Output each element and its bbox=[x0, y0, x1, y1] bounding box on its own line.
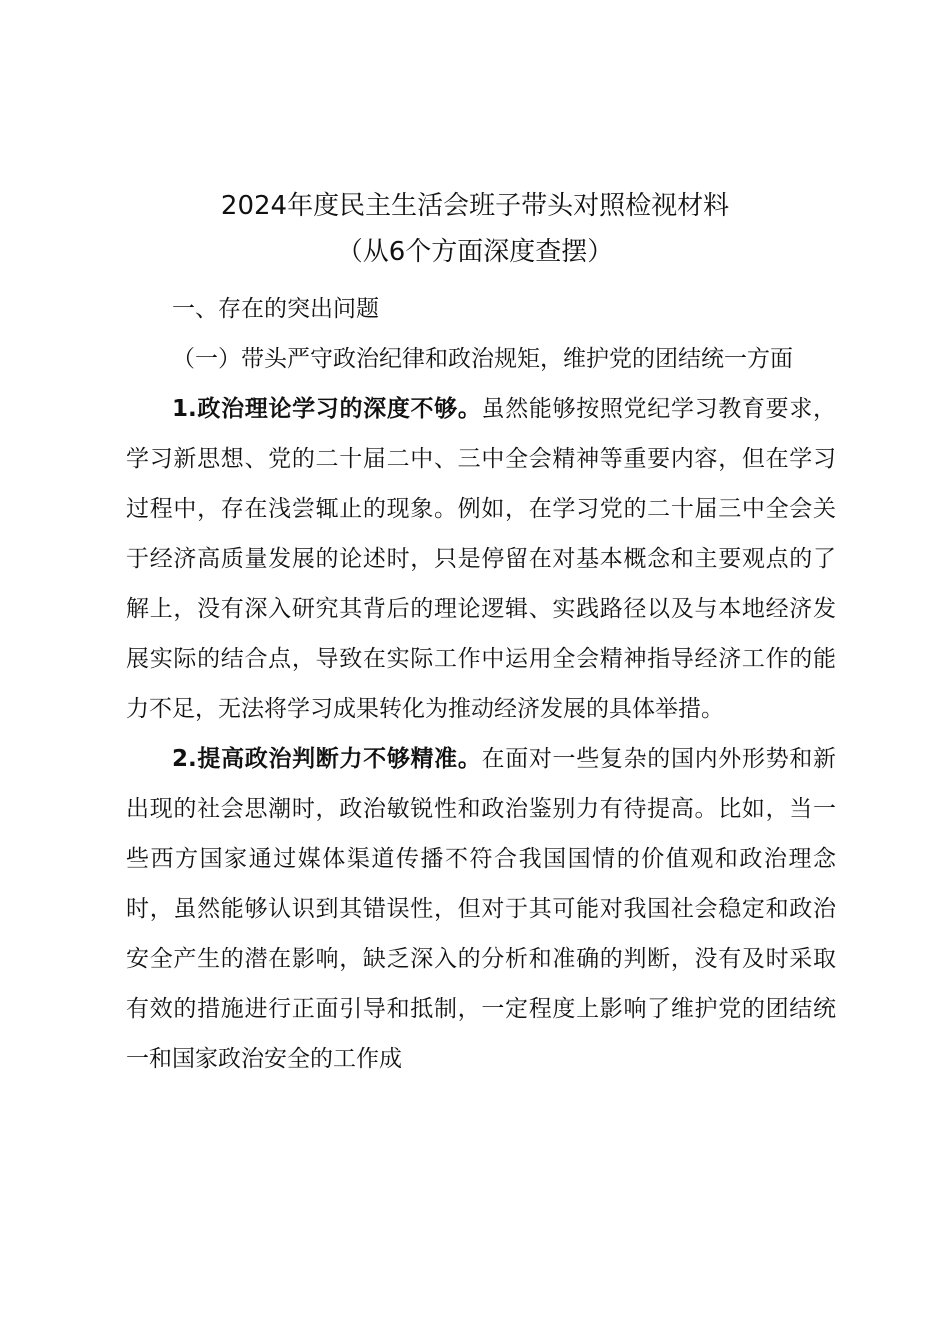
item-1-lead: 1.政治理论学习的深度不够。 bbox=[172, 396, 482, 422]
title-line-1: 2024年度民主生活会班子带头对照检视材料 bbox=[220, 191, 730, 221]
document-body bbox=[126, 284, 836, 1084]
title-line-2: （从6个方面深度查摆） bbox=[336, 237, 614, 267]
item-2-lead: 2.提高政治判断力不够精准。 bbox=[172, 746, 482, 772]
item-2-text: 在面对一些复杂的国内外形势和新出现的社会思潮时，政治敏锐性和政治鉴别力有待提高。比如，当一些西方国家通过媒体渠道传播不符合我国国情的价值观和政治理念时，虽然能够认识到其错误性，但对于其可能对我国社会稳定和政治安全产生的潜在影响，缺乏深入的分析和准确的判断，没有及时采取有效的措施进行正面引导和抵制，一定程度上影响了维护党的团结统一和国家政治安全的工作成 bbox=[126, 746, 836, 1072]
document-title bbox=[0, 183, 950, 275]
section-heading: 一、存在的突出问题 bbox=[172, 296, 379, 322]
item-1-text: 虽然能够按照党纪学习教育要求，学习新思想、党的二十届二中、三中全会精神等重要内容，但在学习过程中，存在浅尝辄止的现象。例如，在学习党的二十届三中全会关于经济高质量发展的论述时，只是停留在对基本概念和主要观点的了解上，没有深入研究其背后的理论逻辑、实践路径以及与本地经济发展实际的结合点，导致在实际工作中运用全会精神指导经济工作的能力不足，无法将学习成果转化为推动经济发展的具体举措。 bbox=[126, 396, 836, 722]
paragraph-item-1 bbox=[126, 384, 836, 734]
subsection-heading: （一）带头严守政治纪律和政治规矩，维护党的团结统一方面 bbox=[172, 346, 793, 372]
paragraph-item-2 bbox=[126, 734, 836, 1084]
